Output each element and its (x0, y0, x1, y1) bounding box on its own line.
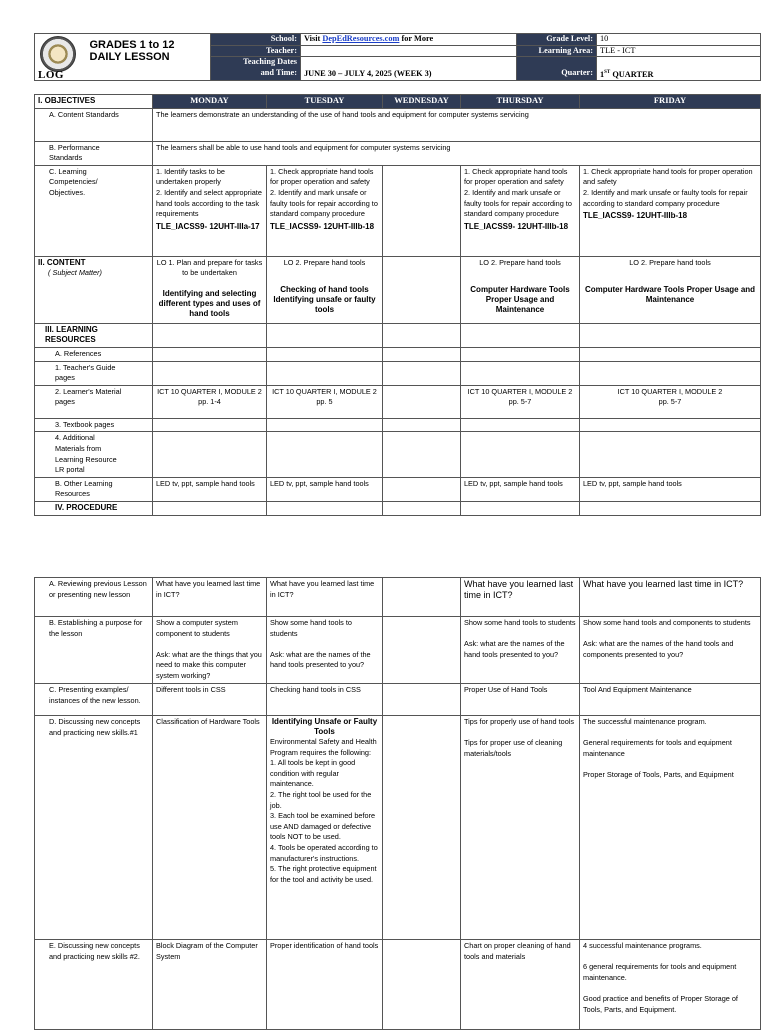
competency-code: TLE_IACSS9- 12UHT-IIIa-17 (156, 221, 260, 231)
depedresources-link[interactable]: DepEdResources.com (322, 34, 400, 43)
teaching-dates-label: Teaching Dates and Time: (211, 57, 301, 81)
lesson-plan-table (34, 94, 761, 516)
additional-materials-label: 4. Additional Materials from Learning Resource LR portal (35, 432, 153, 477)
performance-standards-text: The learners shall be able to use hand tools and equipment for computer systems servicing (153, 141, 761, 165)
quarter-value: 1ST QUARTER (597, 68, 761, 81)
purpose-label: B. Establishing a purpose for the lesson (35, 617, 153, 684)
references-label: A. References (35, 347, 153, 361)
discussing-1-monday: Classification of Hardware Tools (153, 716, 267, 940)
lm-tuesday: ICT 10 QUARTER I, MODULE 2 pp. 5 (267, 385, 383, 418)
examples-monday: Different tools in CSS (153, 684, 267, 716)
discussing-2-label: E. Discussing new concepts and practicing new skills #2. (35, 940, 153, 1030)
quarter-label: Quarter: (517, 68, 597, 81)
day-monday: MONDAY (153, 95, 267, 109)
objectives-heading: I. OBJECTIVES (35, 95, 153, 109)
day-thursday: THURSDAY (461, 95, 580, 109)
learning-area-value: TLE - ICT (597, 45, 761, 57)
review-friday: What have you learned last time in ICT? (580, 578, 761, 617)
examples-wednesday (383, 684, 461, 716)
reviewing-label: A. Reviewing previous Lesson or presenting new lesson (35, 578, 153, 617)
deped-seal-icon (40, 36, 76, 72)
examples-thursday: Proper Use of Hand Tools (461, 684, 580, 716)
discussing-1-label: D. Discussing new concepts and practicing new skills.#1 (35, 716, 153, 940)
content-heading: II. CONTENT ( Subject Matter) (35, 256, 153, 323)
discussing-2-monday: Block Diagram of the Computer System (153, 940, 267, 1030)
other-wednesday (383, 477, 461, 501)
discussing-2-wednesday (383, 940, 461, 1030)
teachers-guide-label: 1. Teacher's Guide pages (35, 361, 153, 385)
content-monday: LO 1. Plan and prepare for tasks to be undertaken Identifying and selecting different types and uses of hand tools (153, 256, 267, 323)
content-wednesday (383, 256, 461, 323)
discussing-2-tuesday: Proper identification of hand tools (267, 940, 383, 1030)
other-thursday: LED tv, ppt, sample hand tools (461, 477, 580, 501)
examples-friday: Tool And Equipment Maintenance (580, 684, 761, 716)
content-thursday: LO 2. Prepare hand tools Computer Hardware Tools Proper Usage and Maintenance (461, 256, 580, 323)
purpose-thursday: Show some hand tools to students Ask: what are the names of the hand tools presented to you? (461, 617, 580, 684)
examples-tuesday: Checking hand tools in CSS (267, 684, 383, 716)
school-value: Visit DepEdResources.com for More (301, 34, 517, 46)
competency-code: TLE_IACSS9- 12UHT-IIIb-18 (583, 211, 688, 221)
purpose-monday: Show a computer system component to students Ask: what are the things that you need to make this computer system working? (153, 617, 267, 684)
other-friday: LED tv, ppt, sample hand tools (580, 477, 761, 501)
lm-thursday: ICT 10 QUARTER I, MODULE 2 pp. 5-7 (461, 385, 580, 418)
performance-standards-label: B. Performance Standards (35, 141, 153, 165)
logo-text: LOG (38, 69, 64, 81)
purpose-friday: Show some hand tools and components to students Ask: what are the names of the hand tools and components presented to you? (580, 617, 761, 684)
content-standards-label: A. Content Standards (35, 108, 153, 141)
competencies-label: C. Learning Competencies/ Objectives. (35, 165, 153, 256)
discussing-1-wednesday (383, 716, 461, 940)
competency-tuesday: 1. Check appropriate hand tools for proper operation and safety 2. Identify and mark unsafe or faulty tools for repair according to standard company procedure TLE_IACSS9- 12UHT-IIIb-18 (267, 165, 383, 256)
competency-friday: 1. Check appropriate hand tools for proper operation and safety 2. Identify and mark unsafe or faulty tools for repair according to standard company procedure TLE_IACSS9- 12UHT-IIIb-18 (580, 165, 761, 256)
grade-level-value: 10 (597, 34, 761, 46)
school-label: School: (211, 34, 301, 46)
discussing-1-friday: The successful maintenance program. General requirements for tools and equipment maintenance Proper Storage of Tools, Parts, and Equipment (580, 716, 761, 940)
review-thursday: What have you learned last time in ICT? (461, 578, 580, 617)
competency-thursday: 1. Check appropriate hand tools for proper operation and safety 2. Identify and mark unsafe or faulty tools for repair according to standard company procedure TLE_IACSS9- 12UHT-IIIb-18 (461, 165, 580, 256)
lm-monday: ICT 10 QUARTER I, MODULE 2 pp. 1-4 (153, 385, 267, 418)
textbook-pages-label: 3. Textbook pages (35, 418, 153, 432)
lm-wednesday (383, 385, 461, 418)
teacher-label: Teacher: (211, 45, 301, 57)
content-tuesday: LO 2. Prepare hand tools Checking of hand tools Identifying unsafe or faulty tools (267, 256, 383, 323)
day-wednesday: WEDNESDAY (383, 95, 461, 109)
teacher-value (301, 45, 517, 57)
day-tuesday: TUESDAY (267, 95, 383, 109)
other-resources-label: B. Other Learning Resources (35, 477, 153, 501)
title-line-1: GRADES 1 to 12 (89, 39, 175, 51)
discussing-2-thursday: Chart on proper cleaning of hand tools and materials (461, 940, 580, 1030)
grade-level-label: Grade Level: (517, 34, 597, 46)
learning-resources-heading: III. LEARNING RESOURCES (35, 323, 153, 347)
teaching-dates-value: JUNE 30 – JULY 4, 2025 (WEEK 3) (301, 57, 517, 81)
review-wednesday (383, 578, 461, 617)
review-monday: What have you learned last time in ICT? (153, 578, 267, 617)
purpose-wednesday (383, 617, 461, 684)
competency-monday: 1. Identify tasks to be undertaken properly 2. Identify and select appropriate hand tools according to the task requirements TLE_IACSS9- 12UHT-IIIa-17 (153, 165, 267, 256)
learners-material-label: 2. Learner's Material pages (35, 385, 153, 418)
other-tuesday: LED tv, ppt, sample hand tools (267, 477, 383, 501)
discussing-1-thursday: Tips for properly use of hand tools Tips for proper use of cleaning materials/tools (461, 716, 580, 940)
other-monday: LED tv, ppt, sample hand tools (153, 477, 267, 501)
title-line-2: DAILY LESSON (89, 51, 170, 63)
discussing-2-friday: 4 successful maintenance programs. 6 general requirements for tools and equipment maintenance. Good practice and benefits of Proper Storage of Tools, Parts, and Equipment. (580, 940, 761, 1030)
lesson-header (34, 33, 761, 81)
content-standards-text: The learners demonstrate an understanding of the use of hand tools and equipment for computer systems servicing (153, 108, 761, 141)
competency-code: TLE_IACSS9- 12UHT-IIIb-18 (270, 221, 375, 231)
learning-area-label: Learning Area: (517, 45, 597, 57)
competency-code: TLE_IACSS9- 12UHT-IIIb-18 (464, 221, 569, 231)
day-friday: FRIDAY (580, 95, 761, 109)
document-title (87, 34, 211, 81)
examples-label: C. Presenting examples/ instances of the new lesson. (35, 684, 153, 716)
discussing-1-tuesday: Identifying Unsafe or Faulty Tools Environmental Safety and Health Program requires the following: 1. All tools be kept in good condition with regular maintenance. 2. The right tool be used for the job. 3. Each tool be examined before use AND damaged or defective tools NOT to be used. 4. Tools be operated according to manufacturer's instructions. 5. The right protective equipment for the tool and activity be used. (267, 716, 383, 940)
content-friday: LO 2. Prepare hand tools Computer Hardware Tools Proper Usage and Maintenance (580, 256, 761, 323)
logo (35, 34, 87, 81)
procedure-heading: IV. PROCEDURE (35, 501, 153, 515)
competency-wednesday (383, 165, 461, 256)
procedures-table (34, 577, 761, 1030)
purpose-tuesday: Show some hand tools to students Ask: what are the names of the hand tools presented to you? (267, 617, 383, 684)
review-tuesday: What have you learned last time in ICT? (267, 578, 383, 617)
lm-friday: ICT 10 QUARTER I, MODULE 2 pp. 5-7 (580, 385, 761, 418)
